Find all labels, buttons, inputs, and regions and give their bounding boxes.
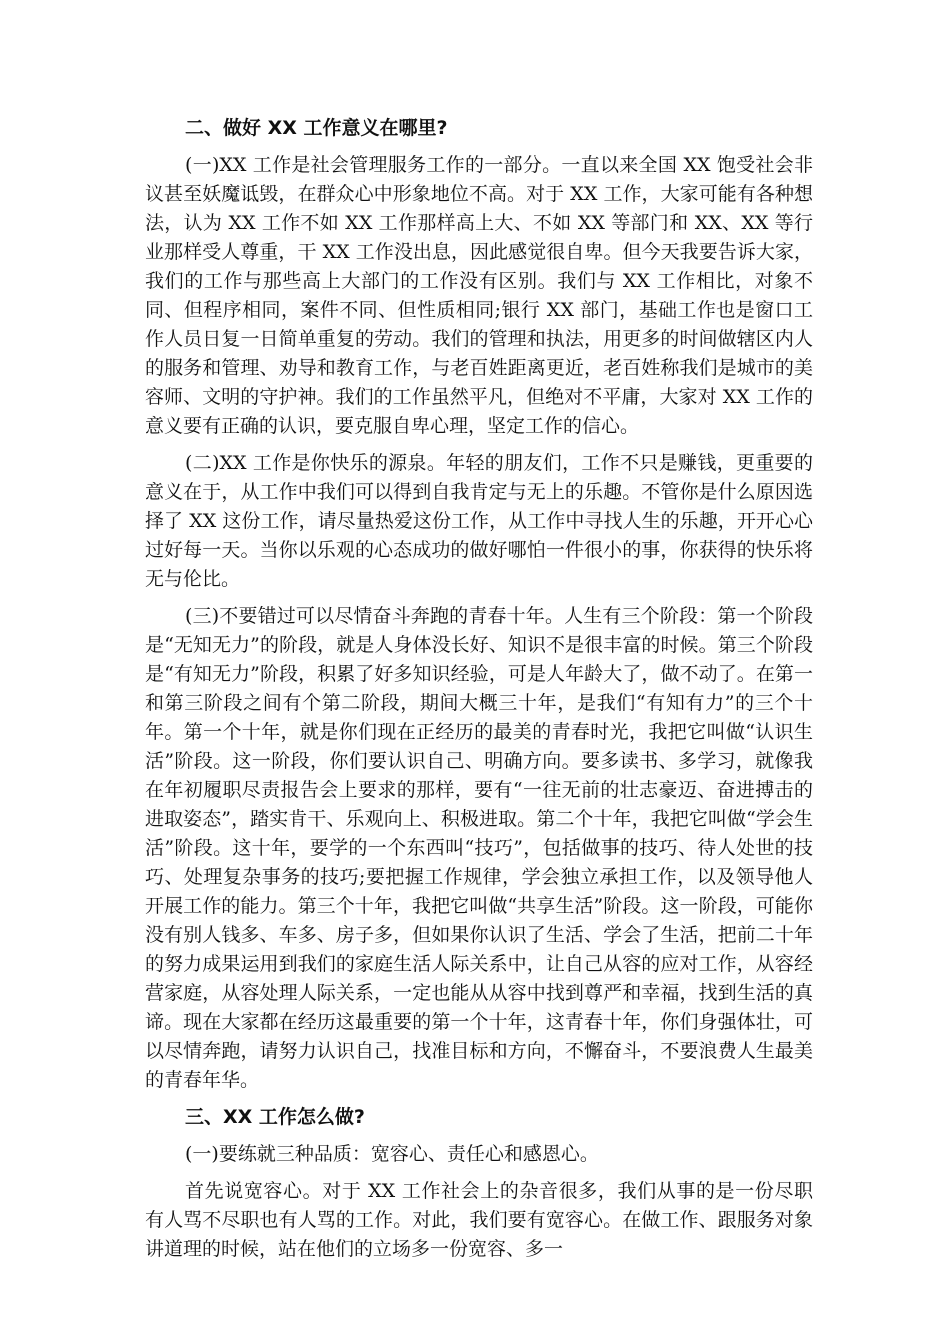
section-heading-3: 三、XX 工作怎么做?	[185, 1106, 365, 1128]
section-heading-2: 二、做好 XX 工作意义在哪里?	[185, 117, 448, 139]
paragraph-2-3: (三)不要错过可以尽情奋斗奔跑的青春十年。人生有三个阶段：第一个阶段是“无知无力”的阶段，就是人身体没长好、知识不是很丰富的时候。第三个阶段是“有知无力”阶段，积累了好多知识经验，可是人年龄大了，做不动了。在第一和第三阶段之间有个第二阶段，期间大概三十年，是我们“有知有力”的三个十年。第一个十年，就是你们现在正经历的最美的青春时光，我把它叫做“认识生活”阶段。这一阶段，你们要认识自己、明确方向。要多读书、多学习，就像我在年初履职尽责报告会上要求的那样，要有“一往无前的壮志豪迈、奋进搏击的进取姿态”，踏实肯干、乐观向上、积极进取。第二个十年，我把它叫做“学会生活”阶段。这十年，要学的一个东西叫“技巧”，包括做事的技巧、待人处世的技巧、处理复杂事务的技巧;要把握工作规律，学会独立承担工作，以及领导他人开展工作的能力。第三个十年，我把它叫做“共享生活”阶段。这一阶段，可能你没有别人钱多、车多、房子多，但如果你认识了生活、学会了生活，把前二十年的努力成果运用到我们的家庭生活人际关系中，让自己从容的应对工作，从容经营家庭，从容处理人际关系，一定也能从从容中找到尊严和幸福，找到生活的真谛。现在大家都在经历这最重要的第一个十年，这青春十年，你们身强体壮，可以尽情奔跑，请努力认识自己，找准目标和方向，不懈奋斗，不要浪费人生最美的青春年华。	[145, 605, 813, 1091]
paragraph-3-1: (一)要练就三种品质：宽容心、责任心和感恩心。	[185, 1143, 599, 1165]
paragraph-2-1: (一)XX 工作是社会管理服务工作的一部分。一直以来全国 XX 饱受社会非议甚至妖魔诋毁，在群众心中形象地位不高。对于 XX 工作，大家可能有各种想法，认为 XX 工作不如 XX 工作那样高上大、不如 XX 等部门和 XX、XX 等行业那样受人尊重，干 XX 工作没出息，因此感觉很自卑。但今天我要告诉大家，我们的工作与那些高上大部门的工作没有区别。我们与 XX 工作相比，对象不同、但程序相同，案件不同、但性质相同;银行 XX 部门，基础工作也是窗口工作人员日复一日简单重复的劳动。我们的管理和执法，用更多的时间做辖区内人的服务和管理、劝导和教育工作，与老百姓距离更近，老百姓称我们是城市的美容师、文明的守护神。我们的工作虽然平凡，但绝对不平庸，大家对 XX 工作的意义要有正确的认识，要克服自卑心理，坚定工作的信心。	[145, 154, 813, 437]
document-page	[145, 114, 813, 1272]
paragraph-2-2: (二)XX 工作是你快乐的源泉。年轻的朋友们，工作不只是赚钱，更重要的意义在于，从工作中我们可以得到自我肯定与无上的乐趣。不管你是什么原因选择了 XX 这份工作，请尽量热爱这份工作，从工作中寻找人生的乐趣，开开心心过好每一天。当你以乐观的心态成功的做好哪怕一件很小的事，你获得的快乐将无与伦比。	[145, 452, 813, 590]
paragraph-3-2: 首先说宽容心。对于 XX 工作社会上的杂音很多，我们从事的是一份尽职有人骂不尽职也有人骂的工作。对此，我们要有宽容心。在做工作、跟服务对象讲道理的时候，站在他们的立场多一份宽容、多一	[145, 1180, 813, 1260]
